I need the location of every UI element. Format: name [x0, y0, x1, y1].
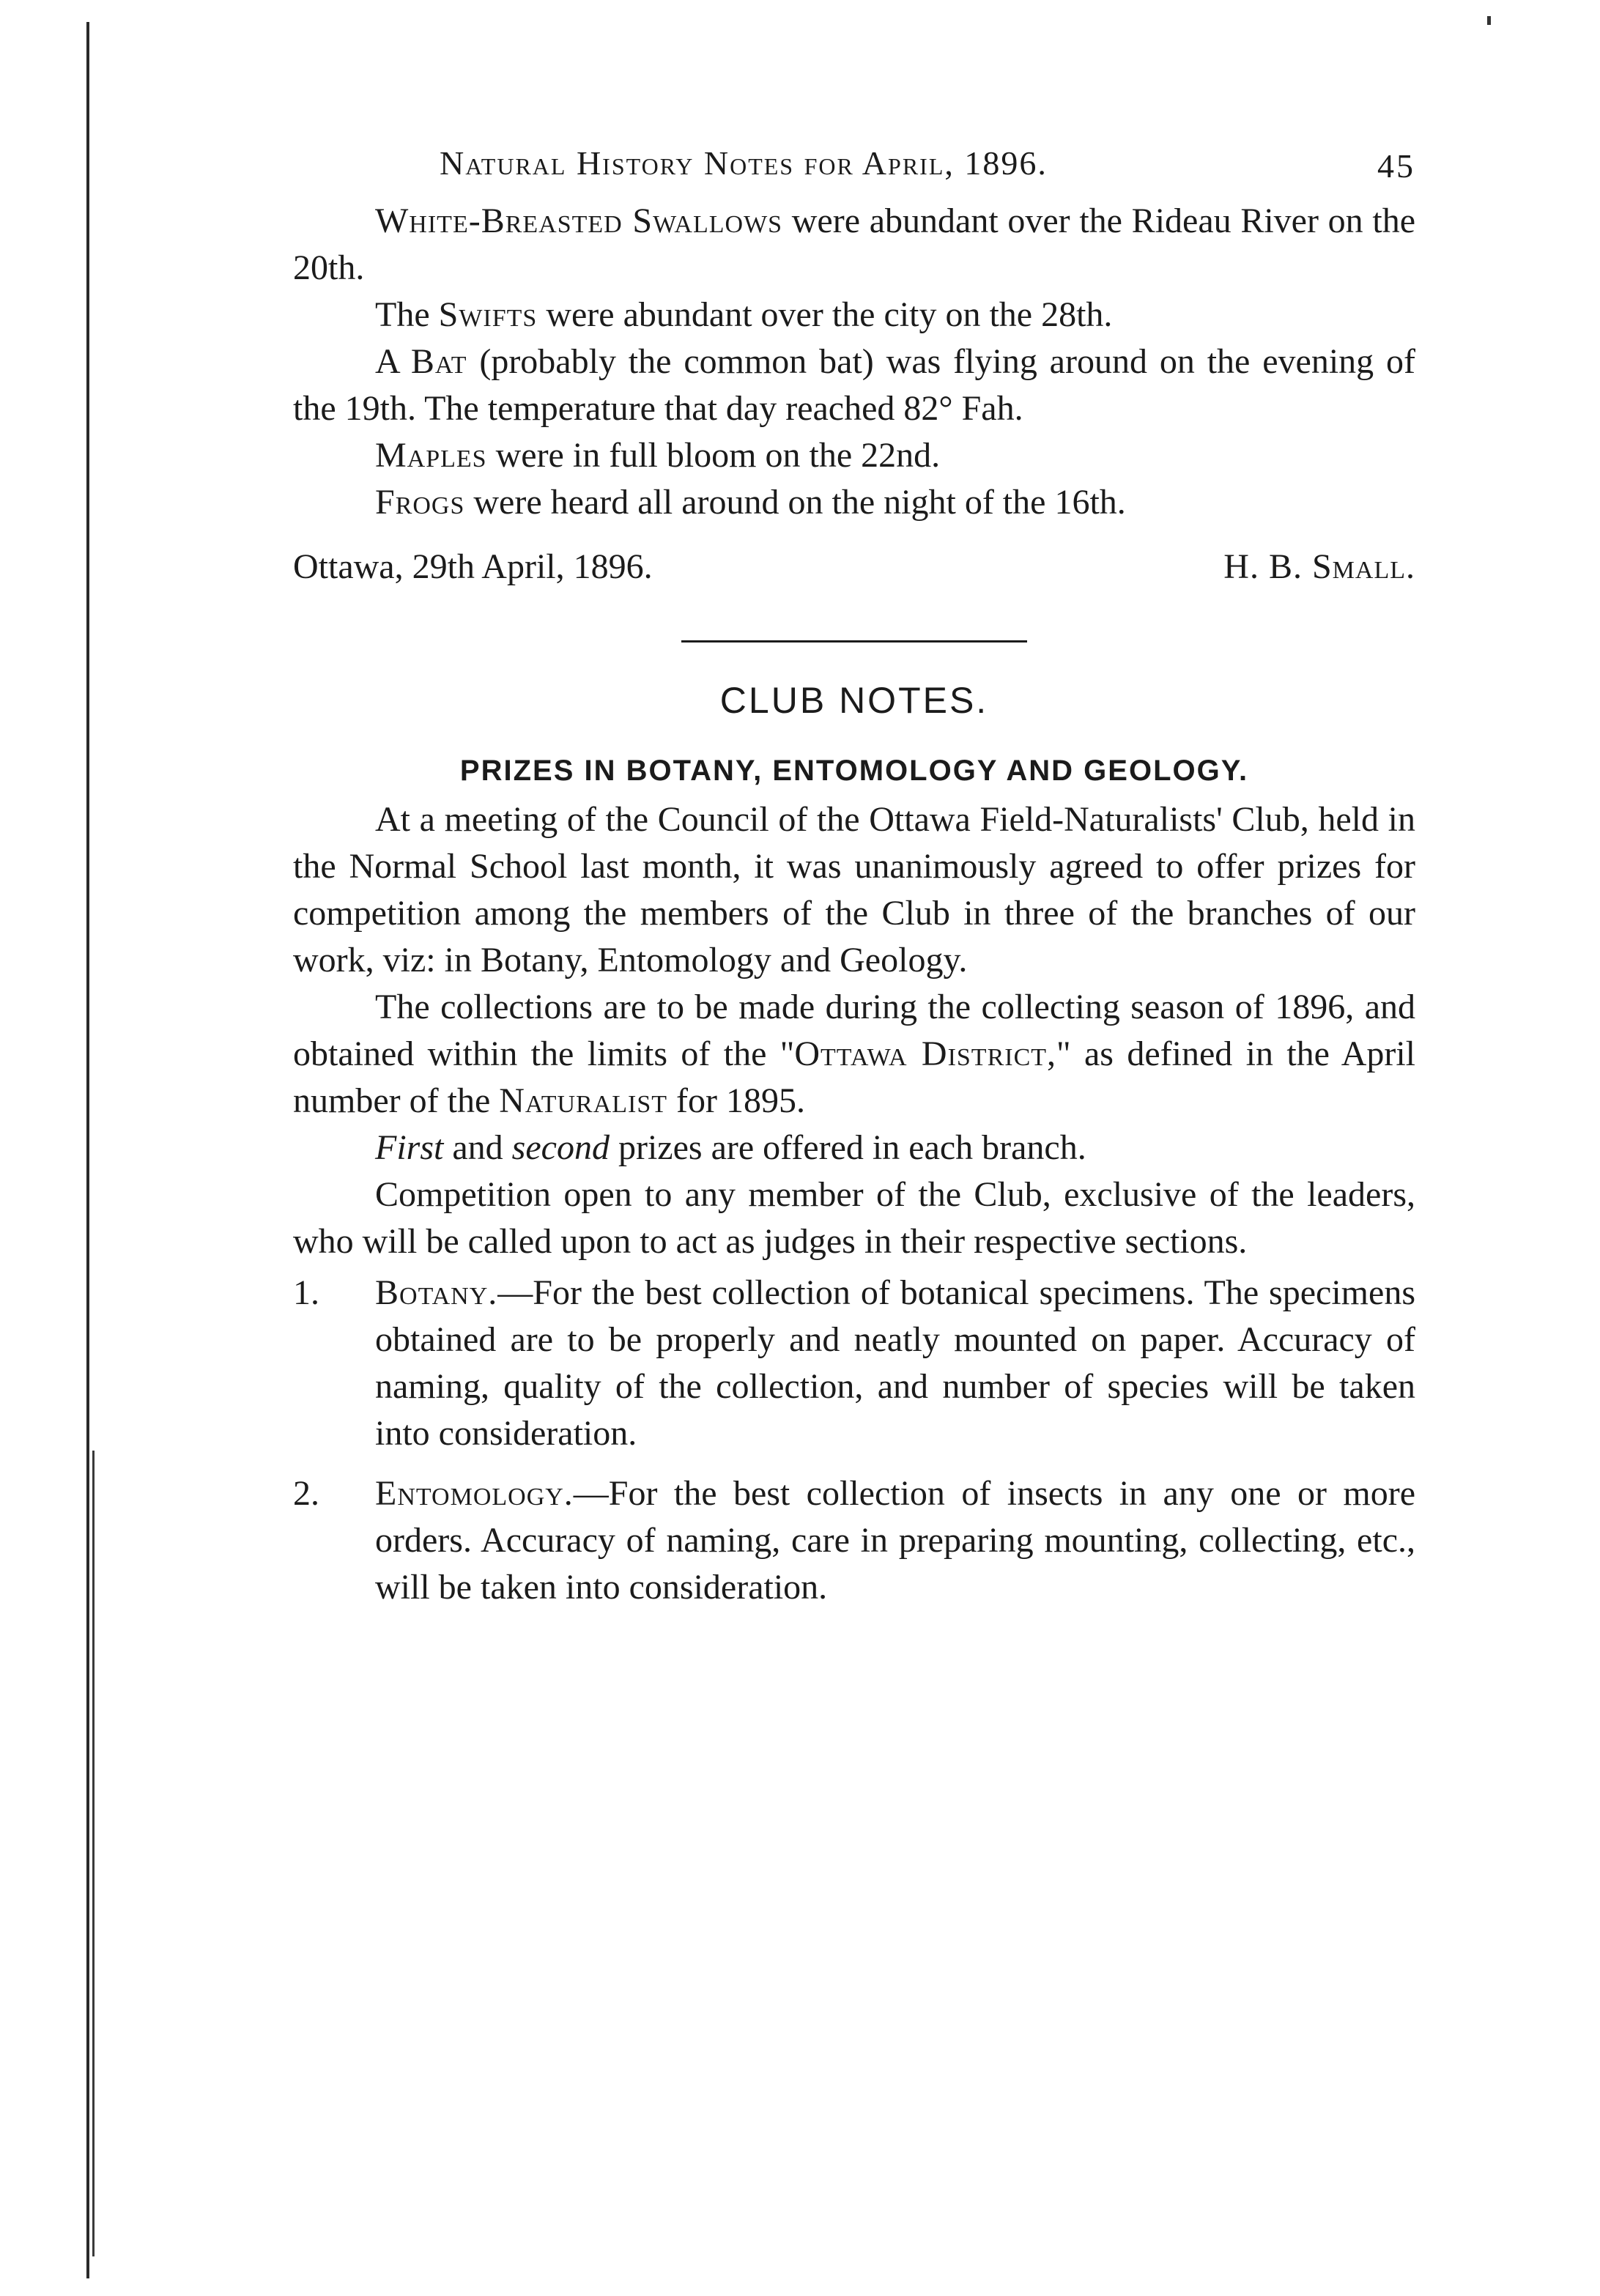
list-item-entomology	[293, 1470, 1415, 1611]
section-divider	[681, 640, 1027, 642]
journal-name: Naturalist	[499, 1081, 668, 1120]
list-head: Entomology.	[375, 1474, 574, 1513]
note-prefix: The	[375, 295, 439, 334]
club-para-4: Competition open to any member of the Club, exclusive of the leaders, who will be called upon to act as judges in their respective sections.	[293, 1175, 1415, 1261]
list-item-botany	[293, 1270, 1415, 1457]
note-swifts	[293, 292, 1415, 338]
binding-edge-shadow	[92, 1451, 95, 2256]
note-lead: Frogs	[375, 483, 465, 522]
list-head: Botany.	[375, 1273, 498, 1312]
note-swallows	[293, 198, 1415, 292]
running-head-title: Natural History Notes for April, 1896.	[440, 144, 1048, 182]
para-text: for 1895.	[667, 1081, 805, 1120]
district-name: Ottawa District,	[794, 1034, 1057, 1073]
para-text: prizes are offered in each branch.	[609, 1128, 1086, 1167]
list-text: —For the best collection of botanical specimens. The specimens obtained are to be properly and neatly mounted on paper. Accuracy of naming, quality of the collection, and number of species will be taken into consideration.	[375, 1273, 1415, 1453]
dateline-place-date: Ottawa, 29th April, 1896.	[293, 547, 653, 586]
first-italic: First	[375, 1128, 444, 1167]
club-para-3	[293, 1125, 1415, 1171]
binding-edge	[86, 22, 89, 2278]
second-italic: second	[511, 1128, 610, 1167]
ink-speck	[1487, 16, 1491, 25]
page-number: 45	[1377, 147, 1415, 185]
note-lead: Swifts	[438, 295, 538, 334]
para-text: " as defined in the April number of the	[293, 1034, 1416, 1120]
section-subhead: PRIZES IN BOTANY, ENTOMOLOGY AND GEOLOGY.	[459, 755, 1249, 787]
page-body	[293, 139, 1415, 1611]
dateline-author: H. B. Small.	[1223, 547, 1415, 586]
section-title: CLUB NOTES.	[719, 680, 989, 721]
club-para-1: At a meeting of the Council of the Ottawa Field-Naturalists' Club, held in the Normal School last month, it was unanimously agreed to offer prizes for competition among the members of the Club in three of the branches of our work, viz: in Botany, Entomology and Geology.	[293, 800, 1415, 979]
note-text: (probably the common bat) was flying around on the evening of the 19th. The temperature that day reached 82° Fah.	[293, 342, 1416, 428]
dateline	[293, 547, 1415, 598]
list-text: —For the best collection of insects in any one or more orders. Accuracy of naming, care in preparing mounting, collecting, etc., will be taken into consideration.	[375, 1474, 1415, 1607]
list-number: 1.	[293, 1273, 319, 1312]
note-lead: Maples	[375, 436, 487, 475]
list-number: 2.	[293, 1474, 319, 1513]
note-maples	[293, 432, 1415, 479]
para-text: and	[443, 1128, 512, 1167]
note-prefix: A	[375, 342, 411, 381]
note-text: were abundant over the Rideau River on the 20th.	[293, 201, 1415, 287]
note-bat	[293, 338, 1415, 432]
note-lead: Bat	[410, 342, 467, 381]
note-text: were abundant over the city on the 28th.	[537, 295, 1113, 334]
note-text: were in full bloom on the 22nd.	[486, 436, 941, 475]
club-para-2	[293, 984, 1415, 1125]
note-text: were heard all around on the night of the 16th.	[464, 483, 1126, 522]
para-text: The collections are to be made during the collecting season of 1896, and obtained within the limits of the "	[293, 988, 1415, 1073]
note-frogs	[293, 479, 1415, 526]
running-head	[293, 139, 1415, 198]
note-lead: White-Breasted Swallows	[375, 201, 783, 240]
